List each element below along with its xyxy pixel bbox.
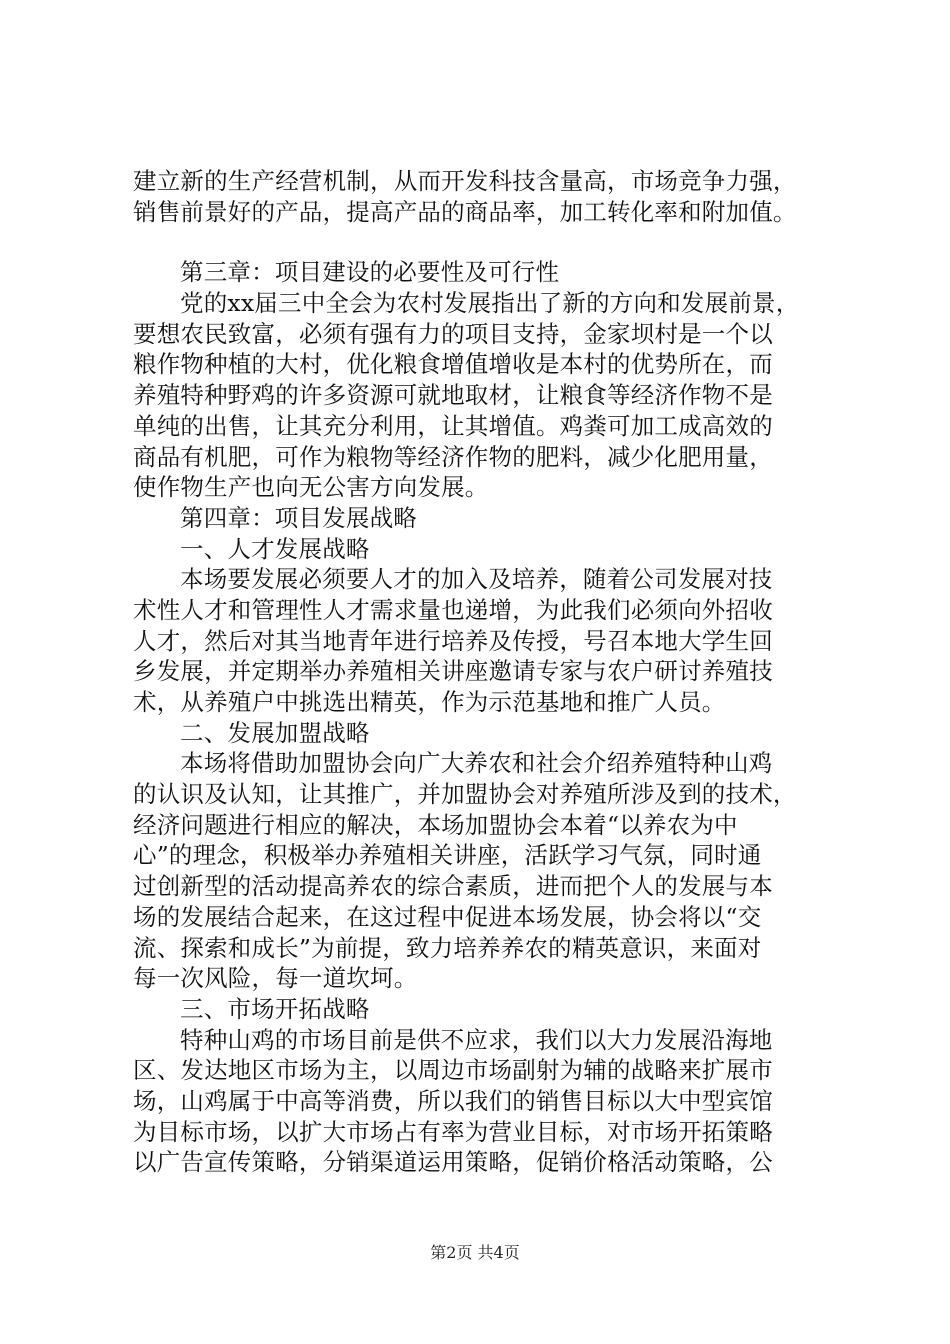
indented-text-line: 本场将借助加盟协会向广大养农和社会介绍养殖特种山鸡 (180, 749, 773, 778)
indented-text-line: 本场要发展必须要人才的加入及培养，随着公司发展对技 (180, 565, 773, 594)
page-footer: 第2页 共4页 (430, 1243, 520, 1262)
indented-text-line: 党的xx届三中全会为农村发展指出了新的方向和发展前景， (180, 289, 800, 318)
text-line: 过创新型的活动提高养农的综合素质，进而把个人的发展与本 (133, 872, 773, 901)
text-line: 销售前景好的产品，提高产品的商品率，加工转化率和附加值。 (133, 197, 797, 226)
text-line: 区、发达地区市场为主，以周边市场副射为辅的战略来扩展市 (133, 1056, 773, 1085)
text-line: 流、探索和成长”为前提，致力培养养农的精英意识，来面对 (133, 933, 762, 962)
document-body (133, 166, 833, 1178)
text-line: 场，山鸡属于中高等消费，所以我们的销售目标以大中型宾馆 (133, 1086, 773, 1115)
indented-text-line: 三、市场开拓战略 (180, 994, 370, 1023)
text-line: 人才，然后对其当地青年进行培养及传授，号召本地大学生回 (133, 626, 773, 655)
text-line: 经济问题进行相应的解决，本场加盟协会本着“以养农为中 (133, 810, 738, 839)
text-line: 商品有机肥，可作为粮物等经济作物的肥料，减少化肥用量， (133, 442, 773, 471)
indented-text-line: 第三章：项目建设的必要性及可行性 (180, 258, 560, 287)
text-line: 为目标市场，以扩大市场占有率为营业目标，对市场开拓策略 (133, 1117, 773, 1146)
text-line: 使作物生产也向无公害方向发展。 (133, 473, 489, 502)
text-line: 乡发展，并定期举办养殖相关讲座邀请专家与农户研讨养殖技 (133, 657, 773, 686)
text-line: 粮作物种植的大村，优化粮食增值增收是本村的优势所在，而 (133, 350, 773, 379)
text-line: 要想农民致富，必须有强有力的项目支持，金家坝村是一个以 (133, 319, 773, 348)
text-line: 单纯的出售，让其充分利用，让其增值。鸡粪可加工成高效的 (133, 411, 773, 440)
text-line: 场的发展结合起来，在这过程中促进本场发展，协会将以“交 (133, 902, 762, 931)
text-line: 术，从养殖户中挑选出精英，作为示范基地和推广人员。 (133, 688, 726, 716)
indented-text-line: 一、人才发展战略 (180, 534, 370, 563)
text-line: 心”的理念，积极举办养殖相关讲座，活跃学习气氛，同时通 (133, 841, 762, 870)
text-line: 建立新的生产经营机制，从而开发科技含量高，市场竞争力强， (133, 167, 797, 195)
paragraph-gap (133, 227, 833, 257)
indented-text-line: 特种山鸡的市场目前是供不应求，我们以大力发展沿海地 (180, 1025, 773, 1054)
text-line: 以广告宣传策略，分销渠道运用策略，促销价格活动策略，公 (133, 1148, 773, 1177)
indented-text-line: 第四章：项目发展战略 (180, 503, 417, 532)
text-line: 养殖特种野鸡的许多资源可就地取材，让粮食等经济作物不是 (133, 381, 773, 410)
indented-text-line: 二、发展加盟战略 (180, 718, 370, 747)
chapter-content (133, 257, 833, 1178)
paragraph-continuation (133, 166, 833, 227)
text-line: 每一次风险，每一道坎坷。 (133, 964, 418, 993)
text-line: 的认识及认知，让其推广，并加盟协会对养殖所涉及到的技术， (133, 780, 797, 809)
text-line: 术性人才和管理性人才需求量也递增，为此我们必须向外招收 (133, 595, 773, 624)
